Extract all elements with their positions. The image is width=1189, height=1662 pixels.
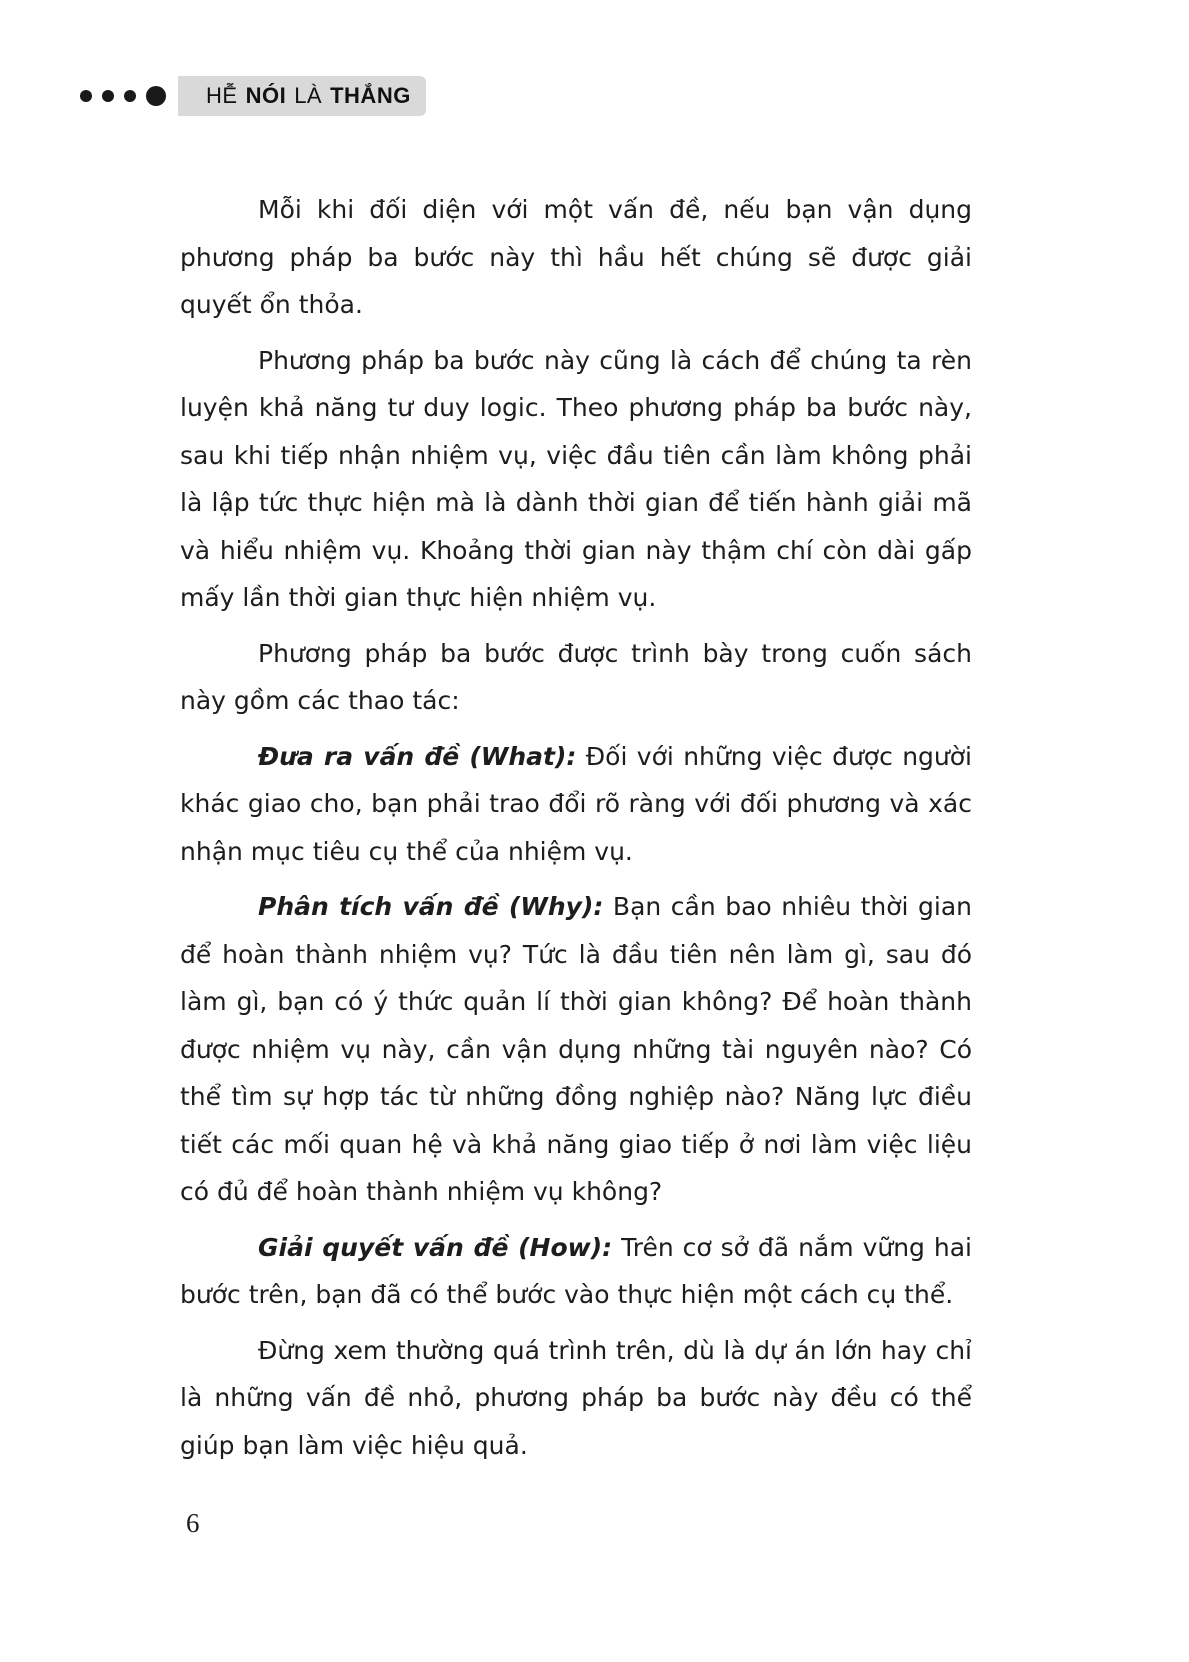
paragraph-lead: Phân tích vấn đề (Why): [258,892,604,921]
book-title-tag [178,76,426,116]
paragraph-text: Đừng xem thường quá trình trên, dù là dự án lớn hay chỉ là những vấn đề nhỏ, phương pháp ba bước này đều có thể giúp bạn làm việc hiệu quả. [180,1335,972,1460]
dot-icon [102,90,114,102]
paragraph [180,1224,972,1319]
paragraph-lead: Giải quyết vấn đề (How): [258,1232,613,1262]
paragraph [180,733,972,876]
page-number: 6 [186,1508,200,1538]
paragraph-text: Bạn cần bao nhiêu thời gian để hoàn thành nhiệm vụ? Tức là đầu tiên nên làm gì, sau đó làm gì, bạn có ý thức quản lí thời gian không? Để hoàn thành được nhiệm vụ này, cần vận dụng những tài nguyên nào? Có thể tìm sự hợp tác từ những đồng nghiệp nào? Năng lực điều tiết các mối quan hệ và khả năng giao tiếp ở nơi làm việc liệu có đủ để hoàn thành nhiệm vụ không? [180,892,973,1206]
paragraph-text: Đối với những việc được người khác giao cho, bạn phải trao đổi rõ ràng với đối phương và xác nhận mục tiêu cụ thể của nhiệm vụ. [180,741,973,866]
paragraph [180,186,972,329]
paragraph-text: Phương pháp ba bước được trình bày trong cuốn sách này gồm các thao tác: [180,638,972,715]
page-body [180,186,972,1477]
book-title-word: LÀ [294,83,323,108]
header-dots [80,86,166,106]
paragraph-text: Trên cơ sở đã nắm vững hai bước trên, bạn đã có thể bước vào thực hiện một cách cụ thể. [180,1232,972,1309]
dot-icon [124,90,136,102]
paragraph [180,630,972,725]
book-title-word: NÓI [245,83,287,108]
paragraph-lead: Đưa ra vấn đề (What): [258,741,577,771]
dot-icon [80,90,92,102]
dot-icon [146,86,166,106]
paragraph [180,883,972,1216]
book-title-word: HỄ [206,83,238,108]
book-title-word: THẮNG [330,83,411,108]
paragraph-text: Mỗi khi đối diện với một vấn đề, nếu bạn vận dụng phương pháp ba bước này thì hầu hết chúng sẽ được giải quyết ổn thỏa. [180,195,972,319]
paragraph [180,1327,972,1470]
paragraph-text: Phương pháp ba bước này cũng là cách để chúng ta rèn luyện khả năng tư duy logic. Theo phương pháp ba bước này, sau khi tiếp nhận nhiệm vụ, việc đầu tiên cần làm không phải là lập tức thực hiện mà là dành thời gian để tiến hành giải mã và hiểu nhiệm vụ. Khoảng thời gian này thậm chí còn dài gấp mấy lần thời gian thực hiện nhiệm vụ. [180,345,972,612]
running-header [80,76,426,116]
paragraph [180,337,972,622]
